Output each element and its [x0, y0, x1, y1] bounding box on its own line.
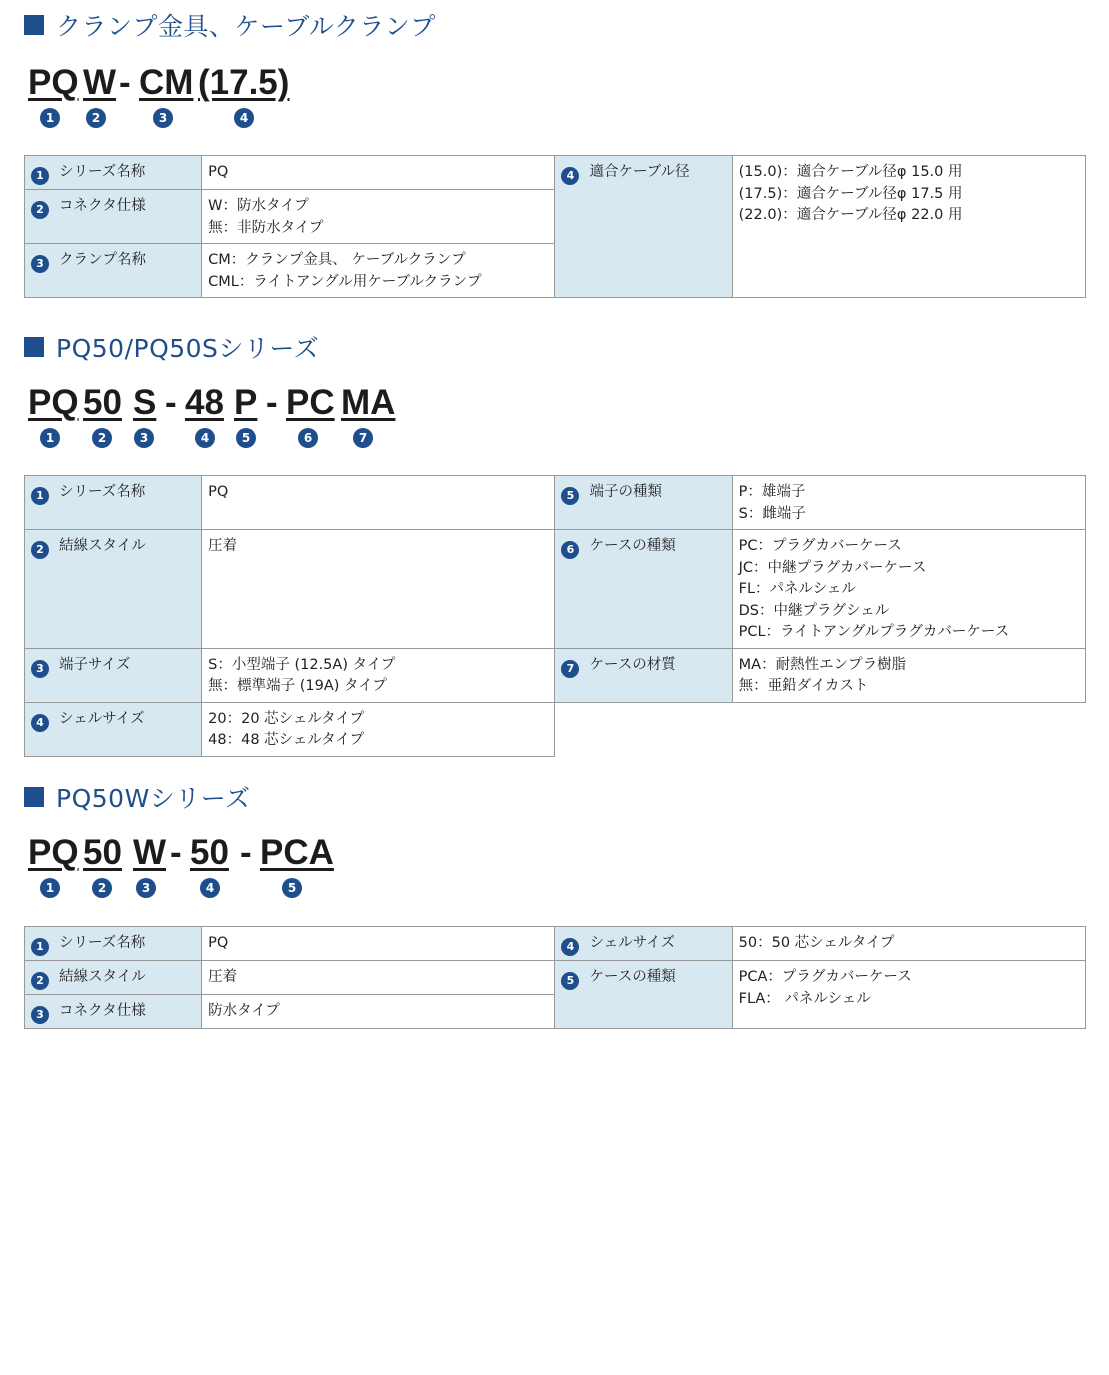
index-marker: 7 — [353, 428, 373, 448]
index-marker: 1 — [31, 938, 49, 956]
index-marker: 1 — [40, 428, 60, 448]
label-text: コネクタ仕様 — [59, 198, 146, 214]
code-segment: 48 — [185, 383, 224, 422]
spec-label — [555, 927, 732, 961]
label-text: 適合ケーブル径 — [589, 164, 690, 180]
index-marker: 4 — [31, 714, 49, 732]
spec-label — [25, 190, 202, 244]
spec-label — [25, 961, 202, 995]
square-bullet-icon — [24, 787, 44, 807]
section-title: クランプ金具、ケーブルクランプ — [56, 12, 436, 41]
section-pq50-pq50s — [24, 332, 1086, 748]
spec-label — [555, 961, 732, 1029]
spec-label — [25, 530, 202, 649]
label-text: クランプ名称 — [59, 252, 146, 268]
index-marker: 4 — [200, 878, 220, 898]
spec-label — [555, 156, 732, 298]
spec-value: 圧着 — [202, 530, 555, 649]
index-marker: 3 — [31, 255, 49, 273]
section-title: PQ50Wシリーズ — [56, 784, 251, 813]
section-heading — [24, 782, 1086, 812]
spec-value: PQ — [202, 476, 555, 530]
index-marker: 1 — [40, 108, 60, 128]
spec-label — [25, 648, 202, 702]
index-marker: 3 — [136, 878, 156, 898]
code-separator: - — [240, 833, 252, 872]
square-bullet-icon — [24, 15, 44, 35]
code-separator: - — [266, 383, 278, 422]
spec-label — [25, 156, 202, 190]
index-marker: 4 — [561, 938, 579, 956]
spec-value: P：雄端子 S：雌端子 — [732, 476, 1085, 530]
index-marker: 1 — [40, 878, 60, 898]
index-marker: 2 — [31, 201, 49, 219]
index-marker: 5 — [561, 972, 579, 990]
label-text: シェルサイズ — [59, 710, 145, 727]
section-heading — [24, 10, 1086, 40]
section-title: PQ50/PQ50Sシリーズ — [56, 334, 320, 363]
spec-value: PQ — [202, 927, 555, 961]
label-text: ケースの種類 — [589, 538, 676, 554]
code-separator: - — [170, 833, 182, 872]
square-bullet-icon — [24, 337, 44, 357]
index-marker: 3 — [31, 660, 49, 678]
spec-value: 防水タイプ — [202, 995, 555, 1029]
index-marker: 1 — [31, 487, 49, 505]
label-text: シリーズ名称 — [59, 935, 146, 951]
index-marker: 4 — [195, 428, 215, 448]
spec-value: 20：20 芯シェルタイプ 48：48 芯シェルタイプ — [202, 702, 555, 756]
spec-value: PCA：プラグカバーケース FLA： パネルシェル — [732, 961, 1085, 1029]
index-marker: 7 — [561, 660, 579, 678]
index-marker: 4 — [561, 167, 579, 185]
spec-label — [25, 702, 202, 756]
spec-value: S：小型端子 (12.5A) タイプ 無：標準端子 (19A) タイプ — [202, 648, 555, 702]
label-text: ケースの種類 — [589, 969, 676, 985]
index-marker: 5 — [282, 878, 302, 898]
code-segment: PQ — [28, 383, 79, 422]
section-heading — [24, 332, 1086, 362]
spec-label — [555, 648, 732, 702]
spec-table — [24, 926, 1086, 1029]
spec-value: 50：50 芯シェルタイプ — [732, 927, 1085, 961]
code-segment: S — [133, 383, 157, 422]
code-segment: 50 — [83, 383, 122, 422]
code-segment: 50 — [190, 833, 229, 872]
index-marker: 1 — [31, 167, 49, 185]
empty-cell — [555, 702, 1086, 756]
index-marker: 3 — [31, 1006, 49, 1024]
spec-label — [555, 530, 732, 649]
index-marker: 2 — [92, 878, 112, 898]
spec-label — [25, 995, 202, 1029]
index-marker: 2 — [86, 108, 106, 128]
label-text: 端子の種類 — [589, 484, 662, 500]
code-segment: PQ — [28, 63, 79, 102]
spec-label — [25, 244, 202, 298]
spec-value: PC：プラグカバーケース JC：中継プラグカバーケース FL：パネルシェル DS：中継プラグシェル PCL：ライトアングルプラグカバーケース — [732, 530, 1085, 649]
label-text: コネクタ仕様 — [59, 1003, 146, 1019]
code-segment: P — [234, 383, 258, 422]
label-text: シェルサイズ — [589, 935, 676, 951]
index-marker: 2 — [31, 541, 49, 559]
section-pq50w — [24, 782, 1086, 1021]
index-marker: 5 — [561, 487, 579, 505]
label-text: ケースの材質 — [589, 656, 676, 673]
index-marker: 6 — [298, 428, 318, 448]
index-marker: 4 — [234, 108, 254, 128]
label-text: 端子サイズ — [59, 656, 131, 673]
code-segment: 50 — [83, 833, 122, 872]
code-segment: PC — [286, 383, 335, 422]
spec-label — [25, 927, 202, 961]
code-segment: PQ — [28, 833, 79, 872]
label-text: シリーズ名称 — [59, 164, 146, 180]
spec-value: (15.0)：適合ケーブル径φ 15.0 用 (17.5)：適合ケーブル径φ 17.5 用 (22.0)：適合ケーブル径φ 22.0 用 — [732, 156, 1085, 298]
spec-value: 圧着 — [202, 961, 555, 995]
code-segment: PCA — [260, 833, 334, 872]
code-separator: - — [119, 63, 131, 102]
index-marker: 2 — [92, 428, 112, 448]
code-separator: - — [165, 383, 177, 422]
spec-table — [24, 475, 1086, 757]
label-text: シリーズ名称 — [59, 484, 146, 500]
code-segment: (17.5) — [198, 63, 290, 102]
code-segment: CM — [139, 63, 194, 102]
index-marker: 3 — [134, 428, 154, 448]
spec-value: CM：クランプ金具、 ケーブルクランプ CML：ライトアングル用ケーブルクランプ — [202, 244, 555, 298]
spec-label — [555, 476, 732, 530]
label-text: 結線スタイル — [59, 969, 146, 985]
code-segment: W — [133, 833, 167, 872]
code-segment: W — [83, 63, 117, 102]
spec-value: W：防水タイプ 無：非防水タイプ — [202, 190, 555, 244]
index-marker: 2 — [31, 972, 49, 990]
section-clamp — [24, 10, 1086, 290]
index-marker: 6 — [561, 541, 579, 559]
spec-label — [25, 476, 202, 530]
spec-value: MA：耐熱性エンプラ樹脂 無：亜鉛ダイカスト — [732, 648, 1085, 702]
index-marker: 3 — [153, 108, 173, 128]
spec-table — [24, 155, 1086, 298]
label-text: 結線スタイル — [59, 538, 146, 554]
spec-value: PQ — [202, 156, 555, 190]
code-segment: MA — [341, 383, 396, 422]
index-marker: 5 — [236, 428, 256, 448]
